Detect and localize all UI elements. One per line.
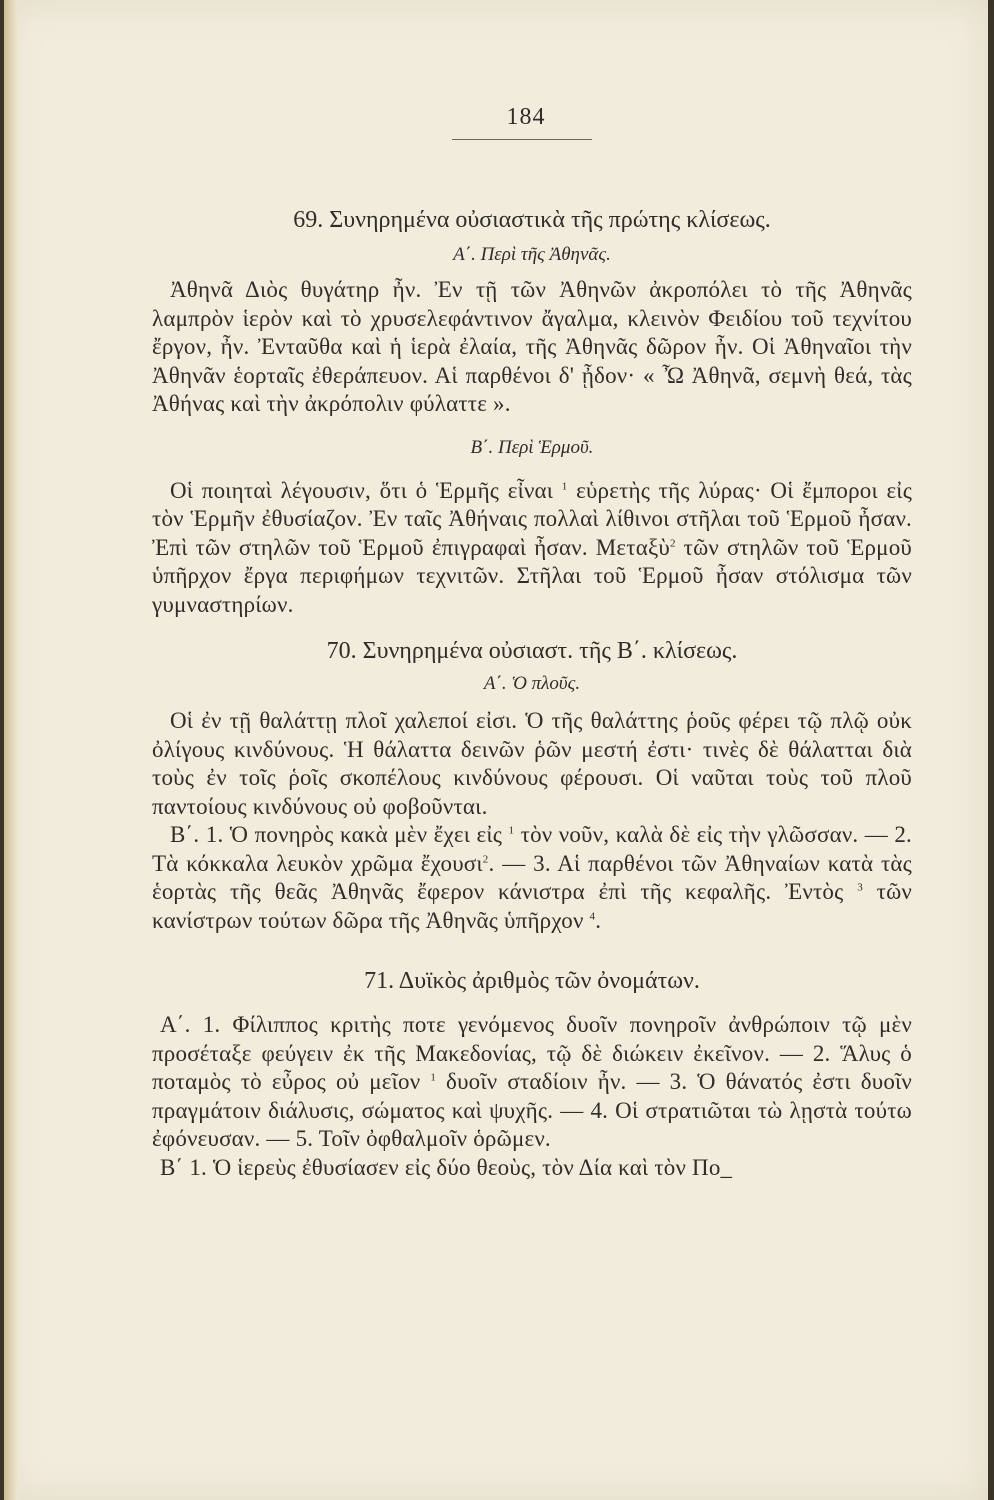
footnote-ref: 4	[589, 909, 596, 922]
text-run: Α΄. 1. Φίλιππος κριτὴς ποτε γενόμενος δυοῖν πονηροῖν ἀνθρώποιν τῷ μὲν προσέταξε φεύγειν ἐκ τῆς Μακεδονίας, τῷ δὲ διώκειν ἐκεῖνον. — 2. Ἅλυς ὁ ποταμὸς τὸ εὖρος οὐ μεῖον	[152, 1012, 912, 1094]
section-70-a-text: Οἱ ἐν τῇ θαλάττῃ πλοῖ χαλεποί εἰσι. Ὁ τῆς θαλάττης ῥοῦς φέρει τῷ πλῷ οὐκ ὀλίγους κινδύνους. Ἡ θάλαττα δεινῶν ῥῶν μεστή ἐστι· τινὲς δὲ θάλατται διὰ τοὺς ἐν τοῖς ῥοῖς σκοπέλους κινδύνους φέρουσι. Οἱ ναῦται τοὺς τοῦ πλοῦ παντοίους κινδύνους οὐ φοβοῦνται.	[152, 708, 912, 819]
book-page	[4, 0, 988, 1500]
section-70-a-title: Α΄. Ὁ πλοῦς.	[483, 673, 581, 694]
text-run: δυοῖν σταδίοιν ἦν. — 3. Ὁ θάνατός ἐστι δυοῖν πραγμάτοιν διάλυσις, σώματος καὶ ψυχῆς. — 4. Οἱ στρατιῶται τὼ λῃστὰ τούτω ἐφόνευσαν. — 5. Τοῖν ὀφθαλμοῖν ὁρῶμεν.	[152, 1069, 913, 1151]
footnote-ref: 2	[670, 536, 676, 549]
section-70-title: 70. Συνηρημένα οὐσιαστ. τῆς Β΄. κλίσεως.	[326, 638, 738, 664]
section-69-title: 69. Συνηρημένα οὐσιαστικὰ τῆς πρώτης κλίσεως.	[293, 207, 771, 233]
text-run: τῶν κανίστρων τούτων δῶρα τῆς Ἀθηνᾶς ὑπῆρχον	[152, 879, 913, 933]
text-run: τὸν νοῦν, καλὰ δὲ εἰς τὴν γλῶσσαν. — 2. Τὰ κόκκαλα λευκὸν χρῶμα ἔχουσι	[152, 822, 913, 876]
section-69-a-text: Ἀθηνᾶ Διὸς θυγάτηρ ἦν. Ἐν τῇ τῶν Ἀθηνῶν ἀκροπόλει τὸ τῆς Ἀθηνᾶς λαμπρὸν ἱερὸν καὶ τὸ χρυσελεφάντινον ἄγαλμα, κλεινὸν Φειδίου τοῦ τεχνίτου ἔργον, ἦν. Ἐνταῦθα καὶ ἡ ἱερὰ ἐλαία, τῆς Ἀθηνᾶς δῶρον ἦν. Οἱ Ἀθηναῖοι τὴν Ἀθηνᾶν ἑορταῖς ἐθεράπευον. Αἱ παρθένοι δ' ᾖδον· « Ὦ Ἀθηνᾶ, σεμνὴ θεά, τὰς Ἀθήνας καὶ τὴν ἀκρόπολιν φύλαττε ».	[152, 277, 912, 416]
text-run: Οἱ ποιηταὶ λέγουσιν, ὅτι ὁ Ἑρμῆς εἶναι	[170, 477, 554, 503]
page-number-rule	[452, 139, 592, 140]
text-run: τῶν στηλῶν τοῦ Ἑρμοῦ ὑπῆρχον ἔργα περιφήμων τεχνιτῶν. Στῆλαι τοῦ Ἑρμοῦ ἦσαν στόλισμα τῶν γυμναστηρίων.	[152, 534, 912, 617]
page-binding-edge	[4, 0, 18, 1500]
footnote-ref: 2	[482, 852, 489, 865]
section-69-b-title: Β΄. Περὶ Ἑρμοῦ.	[470, 436, 594, 458]
footnote-ref: 1	[430, 1071, 437, 1084]
text-run: .	[595, 907, 602, 933]
section-69-a-title: Α΄. Περὶ τῆς Ἀθηνᾶς.	[453, 244, 611, 265]
page-content	[152, 104, 912, 1182]
text-run: Β΄. 1. Ὁ πονηρὸς κακὰ μὲν ἔχει εἰς	[170, 822, 503, 847]
footnote-ref: 3	[857, 881, 863, 894]
text-run: . — 3. Αἱ παρθένοι τῶν Ἀθηναίων κατὰ τὰς ἑορτὰς τῆς θεᾶς Ἀθηνᾶς ἔφερον κάνιστρα ἐπὶ τῆς κεφαλῆς. Ἐντὸς	[152, 850, 912, 904]
text-run: εὑρετὴς τῆς λύρας· Οἱ ἔμποροι εἰς τὸν Ἑρμῆν ἐθυσίαζον. Ἐν ταῖς Ἀθήναις πολλαὶ λίθινοι στῆλαι τοῦ Ἑρμοῦ ἦσαν. Ἐπὶ τῶν στηλῶν τοῦ Ἑρμοῦ ἐπιγραφαὶ ἦσαν. Μεταξὺ	[152, 477, 913, 560]
page-number: 184	[506, 104, 546, 130]
section-70-b-text	[152, 821, 912, 935]
section-71-a-text	[152, 1011, 912, 1154]
section-69-b-text	[152, 477, 912, 620]
section-71-title: 71. Δυϊκὸς ἀριθμὸς τῶν ὀνομάτων.	[364, 968, 700, 994]
footnote-ref: 1	[508, 824, 515, 837]
section-71-b-text: Β΄ 1. Ὁ ἱερεὺς ἐθυσίασεν εἰς δύο θεοὺς, τὸν Δία καὶ τὸν Πο_	[160, 1154, 733, 1180]
footnote-ref: 1	[561, 479, 568, 492]
